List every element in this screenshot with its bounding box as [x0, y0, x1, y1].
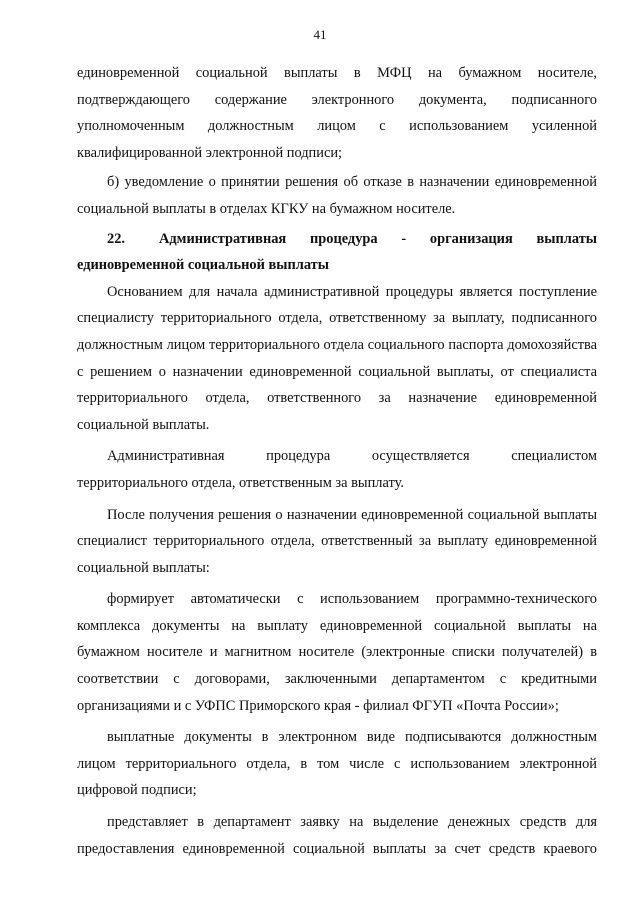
paragraph-forms-documents: формирует автоматически с использованием программно-технического комплекса документы на выплату единовременной социальной выплаты на бумажном носителе и магнитном носителе (электронные списки получателей) в соответствии с договорами, заключенными департаментом с кредитными организациями и с УФПС Приморского края - филиал ФГУП «Почта России»; [77, 591, 597, 714]
page-number: 41 [313, 27, 327, 42]
section-number: 22. [107, 230, 125, 247]
paragraph-mfc-paper-document: единовременной социальной выплаты в МФЦ на бумажном носителе, подтверждающего содержание электронного документа, подписанного уполномоченным должностным лицом с использованием усиленной квалифицированной электронной подписи; [77, 65, 597, 161]
paragraph-digital-signature: выплатные документы в электронном виде подписываются должностным лицом территориального отдела, в том числе с использованием электронной цифровой подписи; [77, 729, 597, 799]
paragraph-after-decision: После получения решения о назначении единовременной социальной выплаты специалист территориального отдела, ответственный за выплату единовременной социальной выплаты: [77, 506, 597, 576]
paragraph-procedure-performer: Административная процедура осуществляется специалистом территориального отдела, ответственным за выплату. [77, 448, 597, 491]
paragraph-funds-request: представляет в департамент заявку на выделение денежных средств для предоставления единовременной социальной выплаты за счет средств краевого [77, 814, 597, 857]
paragraph-refusal-notice: б) уведомление о принятии решения об отказе в назначении единовременной социальной выплаты в отделах КГКУ на бумажном носителе. [77, 174, 597, 217]
paragraph-procedure-basis: Основанием для начала административной процедуры является поступление специалисту территориального отдела, ответственному за выплату, подписанного должностным лицом территориального отдела социального паспорта домохозяйства с решением о назначении единовременной социальной выплаты, от специалиста территориального отдела, ответственного за назначение единовременной социальной выплаты. [77, 283, 597, 433]
document-body [77, 60, 597, 862]
section-title: Административная процедура - организация выплаты единовременной социальной выплаты [77, 230, 597, 274]
section-heading [77, 226, 597, 279]
